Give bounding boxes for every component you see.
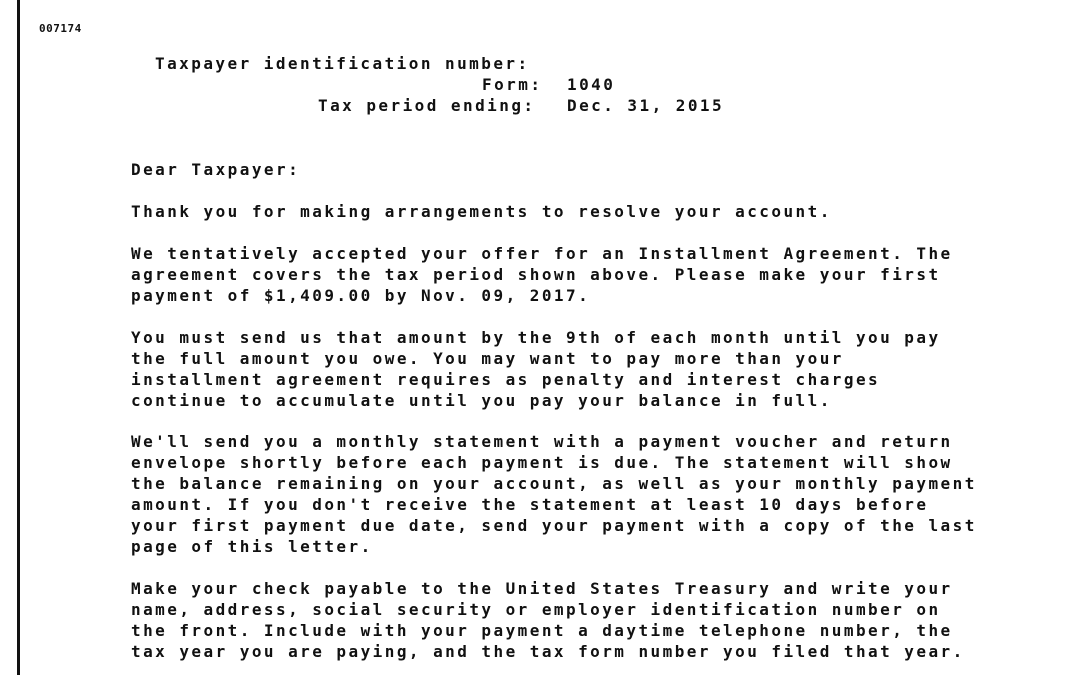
salutation: Dear Taxpayer: bbox=[131, 160, 301, 179]
paragraph-monthly-statement bbox=[131, 431, 977, 557]
form-label: Form: bbox=[482, 75, 543, 94]
paragraph-line: We tentatively accepted your offer for an Installment Agreement. The bbox=[131, 244, 953, 263]
paragraph-line: the full amount you owe. You may want to pay more than your bbox=[131, 349, 844, 368]
paragraph-line: page of this letter. bbox=[131, 537, 373, 556]
paragraph-line: agreement covers the tax period shown above. Please make your first bbox=[131, 265, 941, 284]
paragraph-line: the front. Include with your payment a daytime telephone number, the bbox=[131, 621, 953, 640]
paragraph-thanks bbox=[131, 201, 832, 222]
paragraph-line: We'll send you a monthly statement with a payment voucher and return bbox=[131, 432, 953, 451]
paragraph-line: tax year you are paying, and the tax form number you filed that year. bbox=[131, 642, 965, 661]
paragraph-line: continue to accumulate until you pay your balance in full. bbox=[131, 391, 832, 410]
paragraph-line: amount. If you don't receive the statement at least 10 days before bbox=[131, 495, 929, 514]
paragraph-line: payment of $1,409.00 by Nov. 09, 2017. bbox=[131, 286, 591, 305]
tax-period-value: Dec. 31, 2015 bbox=[567, 96, 725, 115]
paragraph-line: envelope shortly before each payment is due. The statement will show bbox=[131, 453, 953, 472]
paragraph-line: You must send us that amount by the 9th of each month until you pay bbox=[131, 328, 941, 347]
document-id: 007174 bbox=[39, 22, 82, 35]
paragraph-line: name, address, social security or employer identification number on bbox=[131, 600, 941, 619]
left-margin-rule bbox=[17, 0, 20, 675]
form-value: 1040 bbox=[567, 75, 616, 94]
paragraph-line: your first payment due date, send your payment with a copy of the last bbox=[131, 516, 977, 535]
paragraph-agreement-accepted bbox=[131, 243, 953, 306]
paragraph-check-instructions bbox=[131, 578, 965, 662]
paragraph-line: the balance remaining on your account, as well as your monthly payment bbox=[131, 474, 977, 493]
paragraph-line: Make your check payable to the United States Treasury and write your bbox=[131, 579, 953, 598]
paragraph-line: installment agreement requires as penalty and interest charges bbox=[131, 370, 881, 389]
paragraph-monthly-payments bbox=[131, 327, 941, 411]
tin-label: Taxpayer identification number: bbox=[155, 54, 530, 73]
tax-period-label: Tax period ending: bbox=[318, 96, 536, 115]
paragraph-line: Thank you for making arrangements to resolve your account. bbox=[131, 202, 832, 221]
